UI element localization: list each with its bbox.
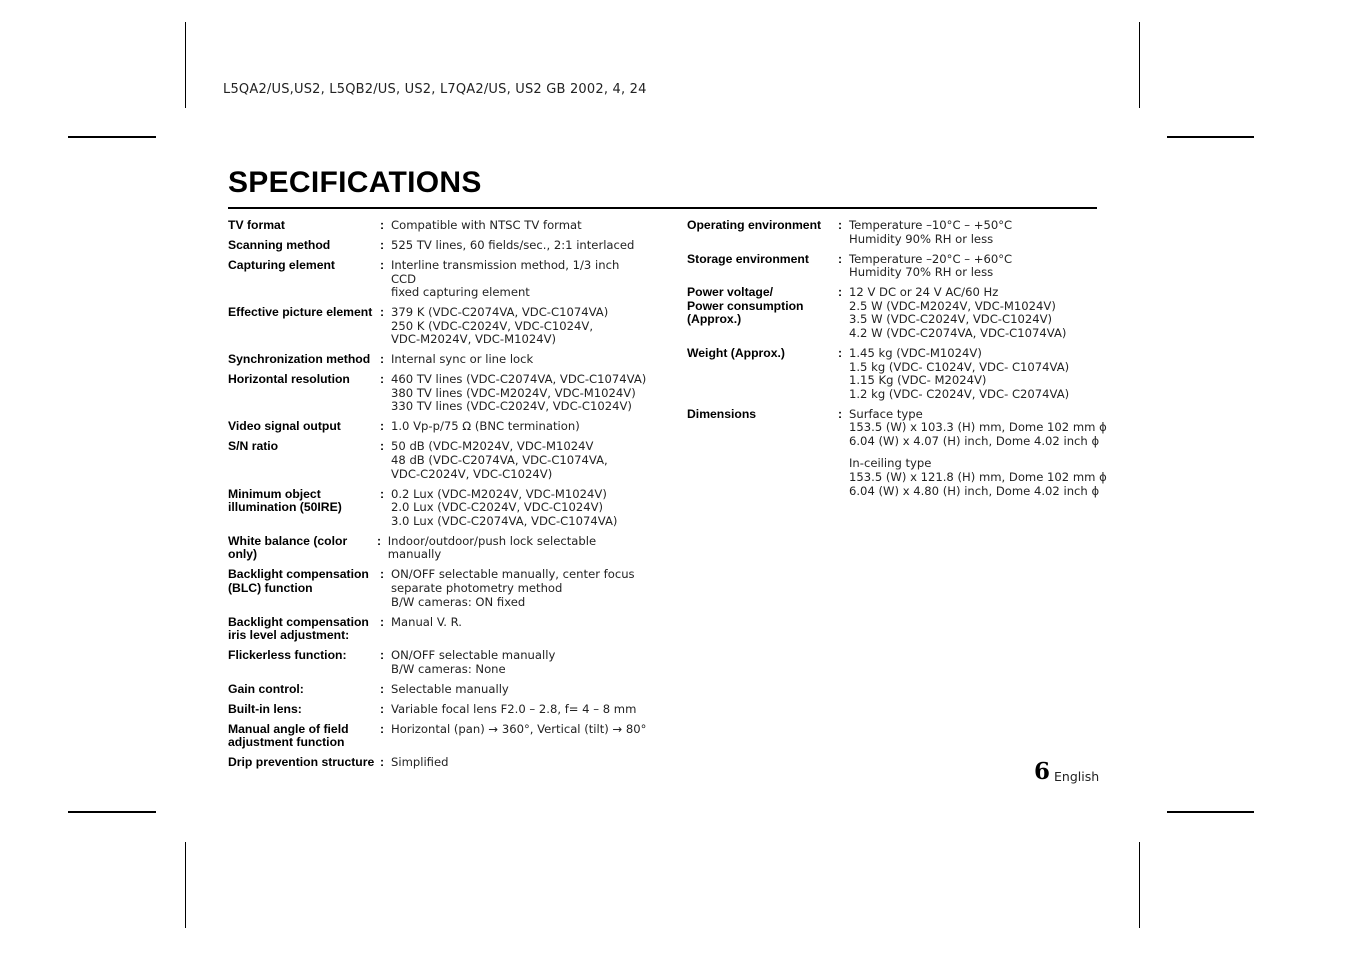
spec-values	[388, 535, 648, 562]
spec-label	[228, 535, 377, 562]
spec-value-line: 525 TV lines, 60 fields/sec., 2:1 interlaced	[391, 237, 635, 252]
specs-right-column	[687, 219, 1107, 505]
spec-row	[687, 347, 1107, 401]
spec-label	[228, 420, 380, 434]
spec-colon: :	[838, 218, 843, 232]
spec-row	[687, 286, 1107, 340]
spec-label	[228, 219, 380, 233]
spec-label	[687, 408, 838, 499]
spec-label-line: S/N ratio	[228, 439, 279, 454]
spec-label-line: (BLC) function	[228, 580, 313, 595]
spec-label-line: Backlight compensation	[228, 567, 369, 582]
spec-colon: :	[380, 237, 385, 252]
spec-colon: :	[380, 681, 385, 696]
spec-value-line: Temperature –10°C – +50°C	[849, 218, 1013, 232]
page-title: SPECIFICATIONS	[228, 166, 482, 199]
spec-colon: :	[376, 533, 382, 548]
spec-label	[687, 219, 838, 246]
spec-value-line: VDC-C2024V, VDC-C1024V)	[391, 466, 553, 481]
spec-row	[228, 568, 648, 609]
spec-values	[391, 616, 462, 643]
crop-mark-top-left-vertical	[185, 22, 186, 108]
spec-row	[228, 440, 648, 481]
spec-colon: :	[380, 419, 385, 434]
spec-colon: :	[838, 345, 843, 360]
spec-row	[228, 306, 648, 347]
spec-row	[228, 488, 648, 529]
spec-value-line: VDC-M2024V, VDC-M1024V)	[391, 332, 557, 347]
spec-value-line: Compatible with NTSC TV format	[391, 218, 582, 232]
spec-value-line: Indoor/outdoor/push lock selectable manually	[387, 533, 597, 562]
spec-label-line: Manual angle of field	[228, 721, 349, 736]
spec-colon: :	[380, 305, 385, 320]
spec-values	[391, 306, 608, 347]
spec-row	[228, 219, 648, 233]
spec-values	[391, 259, 648, 300]
spec-row	[228, 353, 648, 367]
spec-value-line: B/W cameras: None	[391, 661, 506, 676]
spec-values	[849, 286, 1066, 340]
spec-colon: :	[379, 257, 384, 272]
spec-colon: :	[380, 648, 385, 663]
spec-label	[228, 756, 380, 770]
spec-colon: :	[380, 218, 385, 232]
spec-value-line: 1.0 Vp-p/75 Ω (BNC termination)	[391, 419, 580, 434]
spec-label-line: Horizontal resolution	[228, 372, 350, 387]
spec-values	[391, 353, 533, 367]
spec-colon: :	[380, 701, 385, 716]
spec-row	[228, 616, 648, 643]
spec-row	[228, 756, 648, 770]
spec-label	[228, 723, 380, 750]
spec-label	[228, 239, 380, 253]
spec-label	[687, 347, 838, 401]
spec-values	[391, 683, 509, 697]
spec-label	[228, 259, 380, 300]
spec-values	[391, 420, 580, 434]
spec-value-line: ON/OFF selectable manually	[391, 648, 556, 663]
spec-row	[228, 259, 648, 300]
spec-value-line: Internal sync or line lock	[391, 352, 534, 367]
crop-mark-bottom-left-vertical	[185, 842, 186, 928]
spec-value-line: 153.5 (W) x 121.8 (H) mm, Dome 102 mm ϕ	[849, 470, 1107, 485]
spec-values	[391, 703, 636, 717]
spec-row	[228, 723, 648, 750]
spec-label-line: adjustment function	[228, 735, 345, 750]
crop-mark-top-left-horizontal	[68, 136, 156, 138]
spec-value-line: 460 TV lines (VDC-C2074VA, VDC-C1074VA)	[391, 372, 647, 387]
spec-row	[687, 219, 1107, 246]
spec-values	[391, 488, 617, 529]
spec-value-line: 48 dB (VDC-C2074VA, VDC-C1074VA,	[391, 453, 608, 468]
spec-row	[687, 408, 1107, 499]
spec-colon: :	[380, 755, 385, 770]
spec-label	[228, 306, 380, 347]
spec-value-line: 380 TV lines (VDC-M2024V, VDC-M1024V)	[391, 385, 636, 400]
spec-label-line: Flickerless function:	[228, 648, 347, 663]
spec-label-line: Backlight compensation	[228, 614, 369, 629]
spec-value-line: Humidity 90% RH or less	[849, 231, 994, 246]
spec-value-line: separate photometry method	[391, 580, 563, 595]
spec-label-line: Power voltage/	[687, 285, 774, 300]
spec-values	[849, 253, 1012, 280]
crop-mark-top-right-horizontal	[1167, 136, 1254, 138]
spec-label	[228, 440, 380, 481]
title-rule	[228, 207, 1097, 209]
spec-value-line: 3.5 W (VDC-C2024V, VDC-C1024V)	[849, 312, 1053, 327]
crop-mark-top-right-vertical	[1139, 22, 1140, 108]
spec-label	[687, 286, 838, 340]
crop-mark-bottom-right-horizontal	[1167, 811, 1254, 813]
spec-label	[228, 616, 380, 643]
spec-value-line: 379 K (VDC-C2074VA, VDC-C1074VA)	[391, 305, 609, 320]
spec-values	[391, 219, 582, 233]
spec-label-line: Minimum object	[228, 486, 321, 501]
spec-row	[228, 420, 648, 434]
spec-value-line: fixed capturing element	[390, 285, 530, 300]
spec-value-line: 2.0 Lux (VDC-C2024V, VDC-C1024V)	[391, 500, 604, 515]
spec-value-line: 3.0 Lux (VDC-C2074VA, VDC-C1074VA)	[391, 513, 618, 528]
spec-label-line: Scanning method	[228, 237, 331, 252]
specs-left-column	[228, 219, 648, 776]
spec-label-line: TV format	[228, 218, 285, 232]
spec-value-line: ON/OFF selectable manually, center focus	[391, 567, 635, 582]
spec-label-line: Video signal output	[228, 419, 341, 434]
spec-value-line: Selectable manually	[391, 681, 509, 696]
spec-values	[849, 408, 1107, 499]
spec-label	[228, 703, 380, 717]
spec-colon: :	[380, 352, 385, 367]
spec-label-line: Drip prevention structure	[228, 755, 375, 770]
spec-label-line: Built-in lens:	[228, 701, 302, 716]
spec-value-line: Surface type	[849, 406, 923, 421]
spec-value-line: 50 dB (VDC-M2024V, VDC-M1024V	[391, 439, 594, 454]
spec-label-line: White balance (color only)	[228, 533, 348, 562]
spec-value-line: Manual V. R.	[391, 614, 462, 629]
spec-colon: :	[380, 567, 385, 582]
spec-value-line: 12 V DC or 24 V AC/60 Hz	[849, 285, 999, 300]
spec-value-line: 330 TV lines (VDC-C2024V, VDC-C1024V)	[391, 399, 632, 414]
spec-value-line: 6.04 (W) x 4.80 (H) inch, Dome 4.02 inch ϕ	[849, 483, 1100, 498]
spec-values	[849, 347, 1069, 401]
spec-values	[391, 239, 634, 253]
spec-label-line: Gain control:	[228, 681, 304, 696]
spec-value-line: Humidity 70% RH or less	[849, 265, 994, 280]
spec-values	[391, 649, 555, 676]
spec-value-line: Temperature –20°C – +60°C	[849, 251, 1013, 266]
spec-row	[228, 373, 648, 414]
spec-value-line: 4.2 W (VDC-C2074VA, VDC-C1074VA)	[849, 325, 1067, 340]
spec-label-line: Power consumption	[687, 298, 804, 313]
spec-colon: :	[380, 614, 385, 629]
spec-label	[228, 683, 380, 697]
crop-mark-bottom-left-horizontal	[68, 811, 156, 813]
spec-label	[687, 253, 838, 280]
spec-colon: :	[838, 251, 843, 266]
spec-value-line: 6.04 (W) x 4.07 (H) inch, Dome 4.02 inch ϕ	[849, 433, 1100, 448]
spec-label-line: (Approx.)	[687, 312, 742, 327]
spec-value-line: 153.5 (W) x 103.3 (H) mm, Dome 102 mm ϕ	[849, 420, 1107, 435]
spec-row	[228, 535, 648, 562]
spec-label-line: iris level adjustment:	[228, 628, 350, 643]
page-number: 6	[1034, 758, 1051, 785]
spec-value-line: 1.45 kg (VDC-M1024V)	[849, 345, 982, 360]
spec-value-line: Variable focal lens F2.0 – 2.8, f= 4 – 8 mm	[391, 701, 637, 716]
spec-label-line: Weight (Approx.)	[687, 345, 785, 360]
spec-value-line: B/W cameras: ON fixed	[391, 594, 526, 609]
spec-values	[849, 219, 1012, 246]
spec-values	[391, 723, 646, 750]
spec-value-line: 0.2 Lux (VDC-M2024V, VDC-M1024V)	[391, 486, 607, 501]
spec-row	[228, 239, 648, 253]
spec-colon: :	[380, 721, 385, 736]
spec-colon: :	[380, 486, 385, 501]
spec-value-line: 250 K (VDC-C2024V, VDC-C1024V,	[391, 318, 594, 333]
spec-colon: :	[838, 285, 843, 300]
spec-values	[391, 440, 608, 481]
spec-label	[228, 568, 380, 609]
spec-label-line: Storage environment	[687, 251, 809, 266]
spec-label-line: Operating environment	[687, 218, 822, 232]
spec-row	[228, 649, 648, 676]
spec-label	[228, 373, 380, 414]
spec-value-line: 1.5 kg (VDC- C1024V, VDC- C1074VA)	[849, 359, 1070, 374]
spec-row	[228, 683, 648, 697]
spec-value-line: Simplified	[391, 755, 449, 770]
spec-label	[228, 649, 380, 676]
spec-values	[391, 568, 635, 609]
spec-colon: :	[380, 372, 385, 387]
spec-label	[228, 353, 380, 367]
crop-mark-bottom-right-vertical	[1139, 842, 1140, 928]
spec-label-line: illumination (50IRE)	[228, 500, 342, 515]
spec-label	[228, 488, 380, 529]
spec-colon: :	[380, 439, 385, 454]
spec-label-line: Dimensions	[687, 406, 757, 421]
spec-label-line: Capturing element	[228, 257, 335, 272]
spec-row	[687, 253, 1107, 280]
spec-colon: :	[838, 406, 843, 421]
spec-row	[228, 703, 648, 717]
spec-values	[391, 373, 646, 414]
spec-value-line: Interline transmission method, 1/3 inch CCD	[390, 257, 620, 286]
spec-value-line: Horizontal (pan) → 360°, Vertical (tilt) → 80°	[391, 721, 647, 736]
spec-values	[391, 756, 448, 770]
spec-value-line: 1.15 Kg (VDC- M2024V)	[849, 373, 987, 388]
document-code: L5QA2/US,US2, L5QB2/US, US2, L7QA2/US, US2 GB 2002, 4, 24	[223, 82, 647, 97]
spec-value-line: 1.2 kg (VDC- C2024V, VDC- C2074VA)	[849, 386, 1070, 401]
page-language: English	[1054, 769, 1100, 784]
spec-label-line: Synchronization method	[228, 352, 371, 367]
spec-value-line: In-ceiling type	[849, 456, 932, 471]
spec-value-line: 2.5 W (VDC-M2024V, VDC-M1024V)	[849, 298, 1056, 313]
spec-label-line: Effective picture element	[228, 305, 373, 320]
